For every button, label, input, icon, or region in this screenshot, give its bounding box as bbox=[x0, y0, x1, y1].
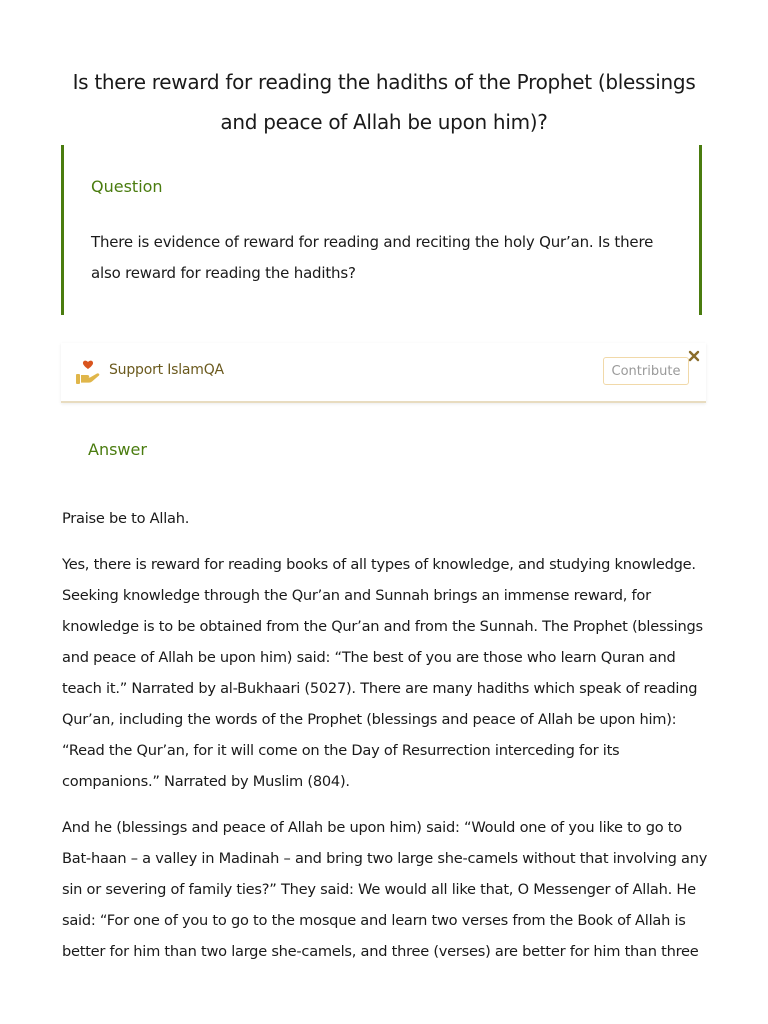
contribute-button[interactable]: Contribute bbox=[603, 357, 689, 385]
answer-paragraph: And he (blessings and peace of Allah be upon him) said: “Would one of you like to go to Bat-haan – a valley in Madinah – and bring two large she-camels without that involving any sin or severing of family ties?” They said: We would all like that, O Messenger of Allah. He said: “For one of you to go to the mosque and learn two verses from the Book of Allah is better for him than two large she-camels, and three (verses) are better for him than three bbox=[62, 819, 708, 960]
close-icon[interactable] bbox=[688, 347, 700, 359]
support-banner bbox=[61, 343, 706, 403]
question-box bbox=[61, 145, 702, 315]
answer-paragraph: Yes, there is reward for reading books of all types of knowledge, and studying knowledge. Seeking knowledge through the Qur’an and Sunnah brings an immense reward, for knowledge is to be obtained from the Qur’an and from the Sunnah. The Prophet (blessings and peace of Allah be upon him) said: “The best of you are those who learn Quran and teach it.” Narrated by al-Bukhaari (5027). There are many hadiths which speak of reading Qur’an, including the words of the Prophet (blessings and peace of Allah be upon him): “Read the Qur’an, for it will come on the Day of Resurrection interceding for its companions.” Narrated by Muslim (804). bbox=[62, 556, 703, 790]
question-heading: Question bbox=[91, 177, 163, 196]
support-label[interactable]: Support IslamQA bbox=[109, 362, 224, 378]
answer-heading: Answer bbox=[88, 440, 147, 459]
page-title: Is there reward for reading the hadiths of the Prophet (blessings and peace of Allah be upon him)? bbox=[72, 70, 696, 134]
question-text: There is evidence of reward for reading and reciting the holy Qur’an. Is there also reward for reading the hadiths? bbox=[91, 233, 654, 282]
hand-heart-icon bbox=[73, 357, 103, 387]
answer-body bbox=[62, 503, 712, 982]
answer-paragraph: Praise be to Allah. bbox=[62, 510, 190, 527]
